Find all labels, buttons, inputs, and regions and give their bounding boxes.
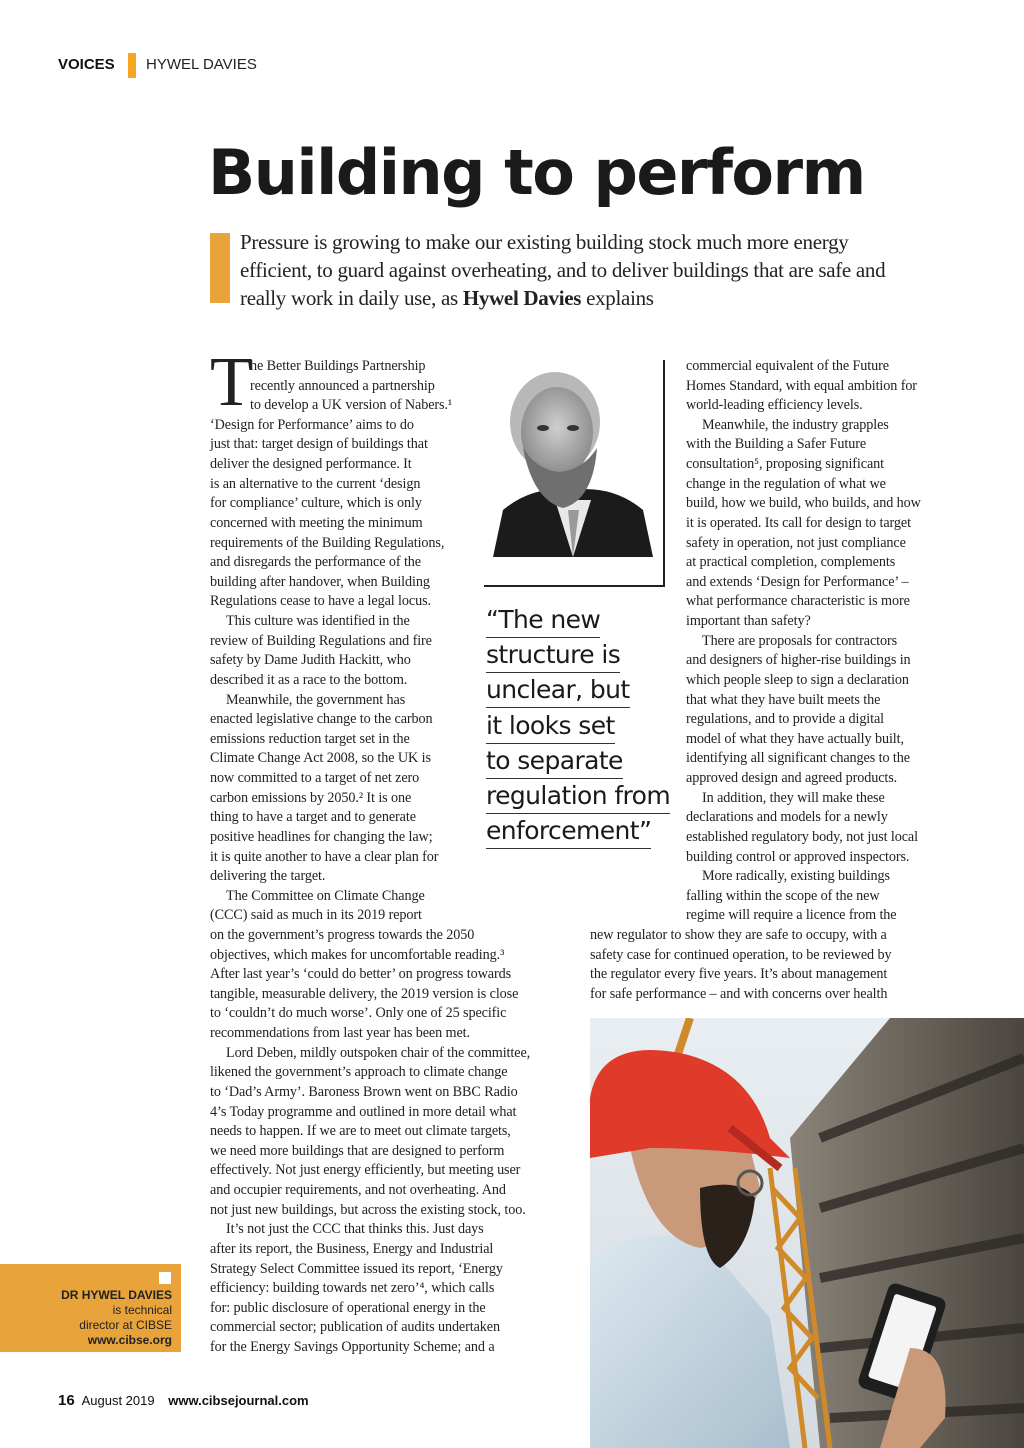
body-text-line: build, how we build, who builds, and how	[686, 495, 921, 512]
body-text-line: Climate Change Act 2008, so the UK is	[210, 750, 431, 767]
drop-cap: T	[210, 344, 253, 421]
body-text-line: and occupier requirements, and not overheating. And	[210, 1182, 506, 1199]
section-author: HYWEL DAVIES	[146, 56, 257, 73]
body-text-line: concerned with meeting the minimum	[210, 514, 423, 531]
body-text-line: commercial sector; publication of audits undertaken	[210, 1319, 500, 1336]
bio-url[interactable]: www.cibse.org	[87, 1333, 172, 1347]
pull-quote-line: enforcement”	[486, 816, 651, 849]
body-text-line: important than safety?	[686, 613, 811, 630]
body-text-line: 4’s Today programme and outlined in more detail what	[210, 1103, 517, 1120]
body-text-line: regime will require a licence from the	[686, 907, 897, 924]
bio-name: DR HYWEL DAVIES	[61, 1288, 172, 1302]
body-text-line: delivering the target.	[210, 868, 326, 885]
body-text-line: There are proposals for contractors	[702, 632, 898, 649]
body-text-line: he Better Buildings Partnership	[250, 358, 426, 374]
journal-url[interactable]: www.cibsejournal.com	[168, 1393, 309, 1408]
engineer-photo	[590, 1018, 1024, 1448]
body-text-line: after its report, the Business, Energy and Industrial	[210, 1240, 494, 1257]
standfirst-author: Hywel Davies	[462, 286, 582, 310]
body-text-line: After last year’s ‘could do better’ on progress towards	[210, 966, 512, 983]
body-text-line: with the Building a Safer Future	[686, 436, 867, 453]
author-portrait	[493, 360, 653, 557]
standfirst-text: Pressure is growing to make our existing building stock much more energy efficient, to guard against overheating, and to deliver buildings that are safe and really work in daily use, as	[240, 230, 886, 310]
standfirst-end: explains	[581, 286, 654, 310]
body-text-line: recently announced a partnership	[250, 377, 435, 394]
body-text-line: model of what they have actually built,	[686, 730, 904, 747]
body-text-line: building after handover, when Building	[210, 573, 430, 590]
body-text-line: requirements of the Building Regulations,	[210, 534, 445, 551]
body-text-line: In addition, they will make these	[702, 789, 885, 806]
body-text-line: safety case for continued operation, to be reviewed by	[590, 946, 892, 963]
body-text-line: commercial equivalent of the Future	[686, 358, 889, 374]
body-text-line: positive headlines for changing the law;	[210, 828, 433, 845]
body-text-line: emissions reduction target set in the	[210, 730, 410, 747]
body-text-line: described it as a race to the bottom.	[210, 671, 408, 688]
bio-square-icon	[159, 1272, 171, 1284]
body-text-line: to ‘couldn’t do much worse’. Only one of 25 specific	[210, 1005, 507, 1022]
body-text-line: just that: target design of buildings that	[210, 436, 428, 453]
body-text-line: established regulatory body, not just local	[686, 828, 918, 845]
body-text-line: ‘Design for Performance’ aims to do	[210, 416, 414, 433]
body-text-line: needs to happen. If we are to meet out climate targets,	[210, 1123, 511, 1140]
body-text-line: and designers of higher-rise buildings in	[686, 652, 911, 669]
body-text-line: declarations and models for a newly	[686, 809, 888, 826]
body-text-line: More radically, existing buildings	[702, 868, 890, 885]
body-text-line: not just new buildings, but across the existing stock, too.	[210, 1201, 526, 1218]
standfirst-bar	[210, 233, 230, 303]
body-text-line: for the Energy Savings Opportunity Scheme; and a	[210, 1339, 495, 1355]
page-number: 16	[58, 1392, 75, 1409]
body-text-line: deliver the designed performance. It	[210, 456, 412, 473]
body-text-line: thing to have a target and to generate	[210, 809, 416, 826]
body-text-line: and extends ‘Design for Performance’ –	[686, 573, 909, 590]
body-text-line: we need more buildings that are designed to perform	[210, 1142, 505, 1159]
body-text-line: Homes Standard, with equal ambition for	[686, 377, 917, 394]
body-text-line: to ‘Dad’s Army’. Baroness Brown went on BBC Radio	[210, 1083, 518, 1100]
body-text-line: new regulator to show they are safe to occupy, with a	[590, 926, 887, 943]
issue-date: August 2019	[81, 1393, 155, 1408]
bio-org: director at CIBSE	[79, 1318, 172, 1332]
body-text-line: objectives, which makes for uncomfortable reading.³	[210, 946, 505, 963]
section-divider	[128, 53, 136, 78]
body-text-line: recommendations from last year has been met.	[210, 1025, 470, 1042]
body-text-line: Meanwhile, the government has	[226, 691, 406, 708]
body-text-line: it is operated. Its call for design to target	[686, 514, 911, 531]
pull-quote-line: it looks set	[486, 711, 615, 744]
pull-quote-line: to separate	[486, 746, 623, 779]
pull-quote-line: structure is	[486, 640, 620, 673]
body-text-line: carbon emissions by 2050.² It is one	[210, 789, 412, 806]
page-footer	[58, 1392, 309, 1409]
body-text-line: it is quite another to have a clear plan for	[210, 848, 439, 865]
body-text-line: efficiency: building towards net zero’⁴, which calls	[210, 1280, 495, 1297]
body-text-line: The Committee on Climate Change	[226, 887, 425, 904]
body-text-line: approved design and agreed products.	[686, 770, 898, 787]
body-text-line: that what they have built meets the	[686, 691, 881, 708]
body-text-line: Strategy Select Committee issued its report, ‘Energy	[210, 1260, 503, 1277]
portrait-frame-horizontal	[484, 585, 665, 587]
section-label: VOICES	[58, 56, 115, 73]
body-text-line: safety in operation, not just compliance	[686, 534, 906, 551]
body-text-line: is an alternative to the current ‘design	[210, 475, 421, 492]
body-text-line: regulations, and to provide a digital	[686, 711, 885, 728]
body-text-line: which people sleep to sign a declaration	[686, 671, 909, 688]
body-text-line: now committed to a target of net zero	[210, 770, 420, 787]
body-text-line: at practical completion, complements	[686, 554, 896, 571]
body-text-line: This culture was identified in the	[226, 613, 410, 630]
body-text-line: (CCC) said as much in its 2019 report	[210, 907, 422, 924]
body-text-line: building control or approved inspectors.	[686, 848, 910, 865]
body-text-line: enacted legislative change to the carbon	[210, 711, 433, 728]
body-text-line: It’s not just the CCC that thinks this. Just days	[226, 1221, 484, 1238]
body-text-line: effectively. Not just energy efficiently, but meeting user	[210, 1162, 521, 1179]
body-text-line: identifying all significant changes to the	[686, 750, 910, 767]
pull-quote-line: unclear, but	[486, 675, 630, 708]
body-text-line: and disregards the performance of the	[210, 554, 421, 571]
author-bio-box	[0, 1264, 181, 1352]
body-text-line: on the government’s progress towards the 2050	[210, 926, 475, 943]
body-text-line: Lord Deben, mildly outspoken chair of the committee,	[226, 1044, 531, 1061]
body-text-line: for safe performance – and with concerns over health	[590, 985, 888, 1002]
body-text-line: falling within the scope of the new	[686, 887, 880, 904]
body-text-line: for compliance’ culture, which is only	[210, 495, 422, 512]
body-text-line: likened the government’s approach to climate change	[210, 1064, 508, 1081]
body-text-line: tangible, measurable delivery, the 2019 version is close	[210, 985, 519, 1002]
bio-role: is technical	[112, 1303, 172, 1317]
body-text-line: change in the regulation of what we	[686, 475, 886, 492]
body-text-line: world-leading efficiency levels.	[686, 397, 863, 414]
body-text-line: to develop a UK version of Nabers.¹	[250, 397, 453, 414]
body-text-line: Regulations cease to have a legal locus.	[210, 593, 431, 610]
body-text-line: safety by Dame Judith Hackitt, who	[210, 652, 411, 669]
pull-quote-line: “The new	[486, 605, 600, 638]
body-text-line: what performance characteristic is more	[686, 593, 910, 610]
headline: Building to perform	[208, 136, 865, 209]
body-text-line: the regulator every five years. It’s about management	[590, 966, 888, 983]
body-text-line: Meanwhile, the industry grapples	[702, 416, 889, 433]
pull-quote-line: regulation from	[486, 781, 670, 814]
body-text-line: consultation⁵, proposing significant	[686, 456, 884, 473]
portrait-frame-vertical	[663, 360, 665, 586]
body-text-line: for: public disclosure of operational energy in the	[210, 1299, 486, 1316]
body-text-line: review of Building Regulations and fire	[210, 632, 432, 649]
standfirst	[240, 228, 900, 312]
